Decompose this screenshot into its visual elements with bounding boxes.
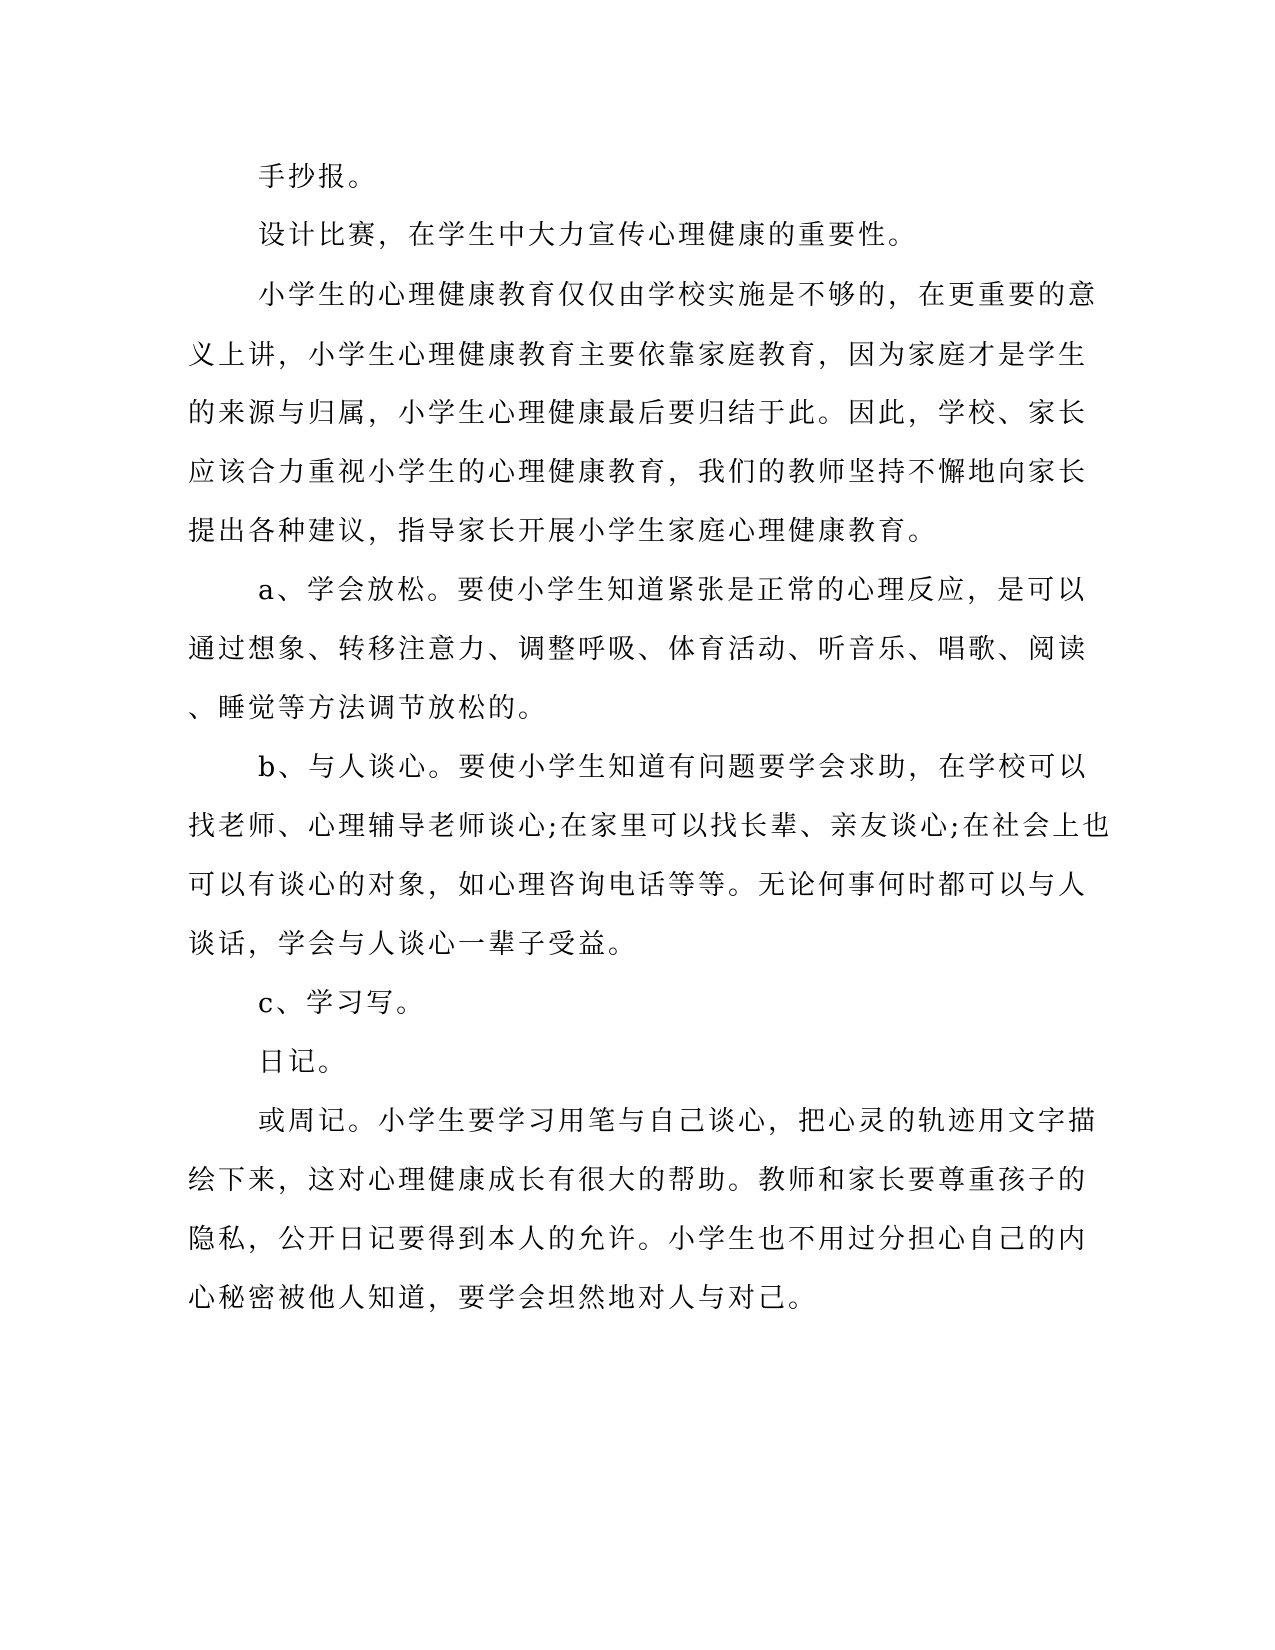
text-line-3: 小学生的心理健康教育仅仅由学校实施是不够的，在更重要的意 <box>258 280 1098 311</box>
text-line-18: 绘下来，这对心理健康成长有很大的帮助。教师和家长要尊重孩子的 <box>188 1165 1088 1196</box>
text-line-19: 隐私，公开日记要得到本人的允许。小学生也不用过分担心自己的内 <box>188 1224 1088 1255</box>
text-line-13: 可以有谈心的对象，如心理咨询电话等等。无论何事何时都可以与人 <box>188 870 1088 901</box>
text-line-12: 找老师、心理辅导老师谈心;在家里可以找长辈、亲友谈心;在社会上也 <box>188 811 1113 842</box>
text-line-7: 提出各种建议，指导家长开展小学生家庭心理健康教育。 <box>188 516 938 547</box>
text-line-20: 心秘密被他人知道，要学会坦然地对人与对己。 <box>188 1283 818 1314</box>
text-line-4: 义上讲，小学生心理健康教育主要依靠家庭教育，因为家庭才是学生 <box>188 340 1088 371</box>
text-line-17: 或周记。小学生要学习用笔与自己谈心，把心灵的轨迹用文字描 <box>258 1106 1098 1137</box>
text-line-16: 日记。 <box>258 1047 348 1078</box>
text-line-11: b、与人谈心。要使小学生知道有问题要学会求助，在学校可以 <box>258 752 1089 783</box>
text-line-1: 手抄报。 <box>258 162 378 193</box>
text-line-8: a、学会放松。要使小学生知道紧张是正常的心理反应，是可以 <box>258 575 1088 606</box>
text-line-2: 设计比赛，在学生中大力宣传心理健康的重要性。 <box>258 220 918 251</box>
text-line-6: 应该合力重视小学生的心理健康教育，我们的教师坚持不懈地向家长 <box>188 457 1088 488</box>
text-line-5: 的来源与归属，小学生心理健康最后要归结于此。因此，学校、家长 <box>188 398 1088 429</box>
text-line-10: 、睡觉等方法调节放松的。 <box>188 693 548 724</box>
text-line-15: c、学习写。 <box>258 988 427 1019</box>
text-line-9: 通过想象、转移注意力、调整呼吸、体育活动、听音乐、唱歌、阅读 <box>188 634 1088 665</box>
text-line-14: 谈话，学会与人谈心一辈子受益。 <box>188 929 638 960</box>
